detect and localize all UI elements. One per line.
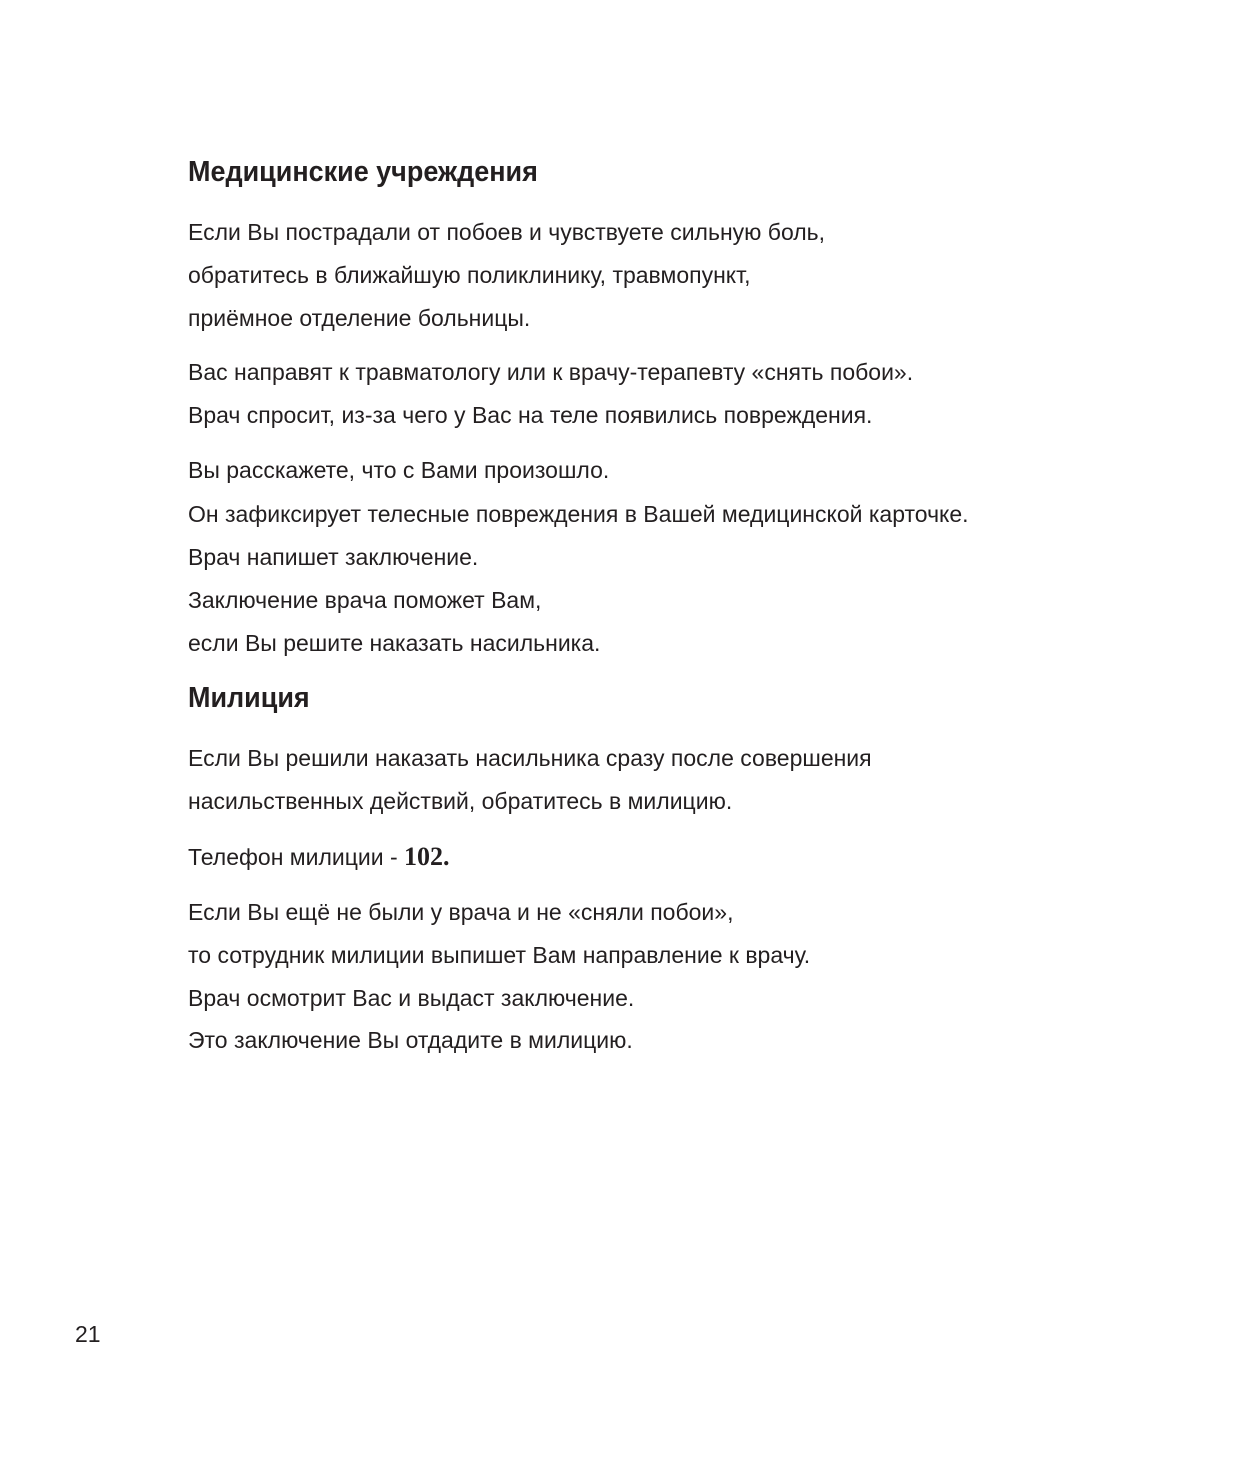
paragraph-line: Врач напишет заключение. [188, 544, 479, 570]
paragraph-line: то сотрудник милиции выпишет Вам направление к врачу. [188, 942, 811, 968]
paragraph-line: Если Вы решили наказать насильника сразу после совершения [188, 745, 872, 771]
paragraph-line: Если Вы пострадали от побоев и чувствуете сильную боль, [188, 219, 826, 245]
section-title-police: Милиция [188, 682, 310, 714]
paragraph-line: Врач осмотрит Вас и выдаст заключение. [188, 985, 635, 1011]
paragraph-line: Это заключение Вы отдадите в милицию. [188, 1027, 633, 1053]
police-phone-label: Телефон милиции - [188, 844, 405, 870]
paragraph-line: если Вы решите наказать насильника. [188, 630, 601, 656]
police-phone-line [188, 844, 450, 870]
police-phone-number: 102. [404, 842, 450, 871]
paragraph-line: Вы расскажете, что с Вами произошло. [188, 457, 610, 483]
page-number: 21 [75, 1321, 101, 1347]
paragraph-line: обратитесь в ближайшую поликлинику, травмопункт, [188, 262, 751, 288]
paragraph-line: Если Вы ещё не были у врача и не «сняли побои», [188, 899, 734, 925]
paragraph-line: Вас направят к травматологу или к врачу-терапевту «снять побои». [188, 359, 914, 385]
paragraph-line: Он зафиксирует телесные повреждения в Вашей медицинской карточке. [188, 501, 969, 527]
paragraph-line: приёмное отделение больницы. [188, 305, 531, 331]
paragraph-line: насильственных действий, обратитесь в милицию. [188, 788, 733, 814]
section-title-medical: Медицинские учреждения [188, 156, 538, 188]
paragraph-line: Заключение врача поможет Вам, [188, 587, 542, 613]
paragraph-line: Врач спросит, из-за чего у Вас на теле появились повреждения. [188, 402, 873, 428]
